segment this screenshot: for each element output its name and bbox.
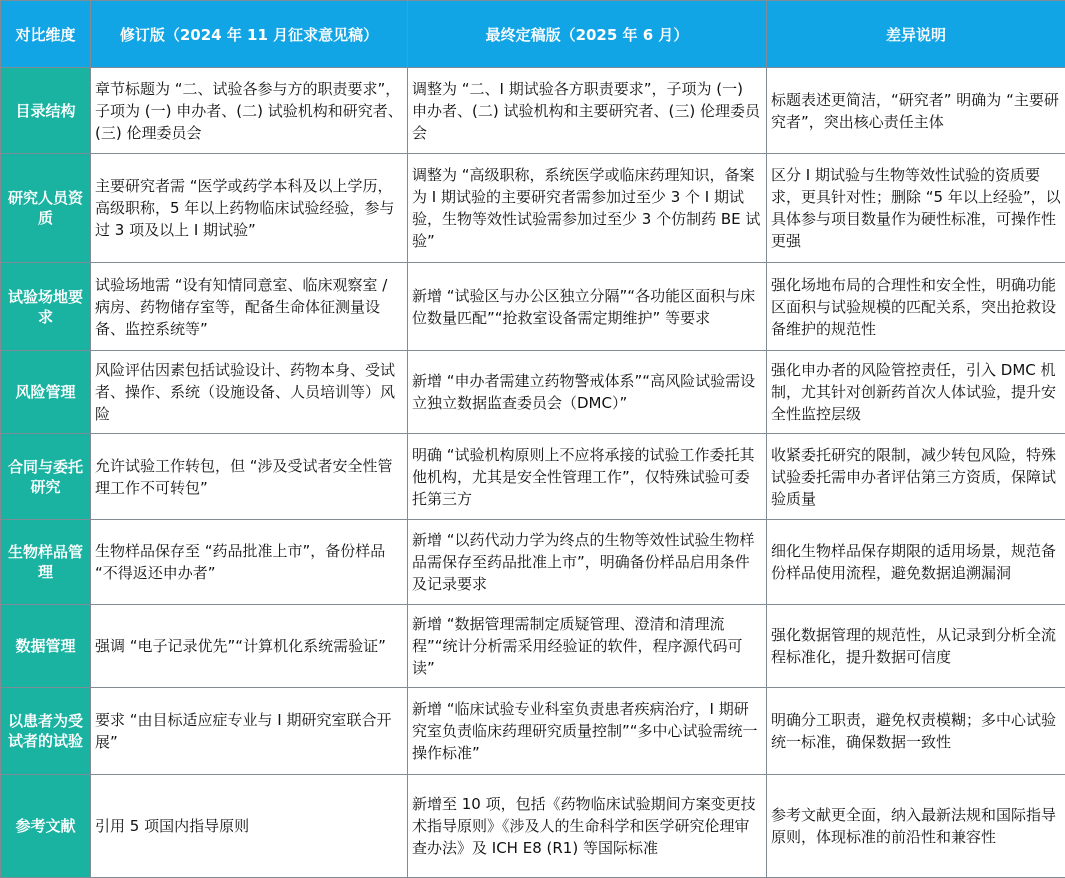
row-difference: 参考文献更全面，纳入最新法规和国际指导原则，体现标准的前沿性和兼容性: [767, 775, 1065, 878]
row-difference: 强化数据管理的规范性，从记录到分析全流程标准化，提升数据可信度: [767, 605, 1065, 688]
header-dimension: 对比维度: [1, 1, 91, 68]
row-dimension: 试验场地要求: [1, 263, 91, 351]
table-row: [1, 434, 1065, 520]
row-dimension: 风险管理: [1, 351, 91, 434]
row-final: 新增 “数据管理需制定质疑管理、澄清和清理流程”“统计分析需采用经验证的软件，程序源代码可读”: [408, 605, 767, 688]
row-revision: 引用 5 项国内指导原则: [91, 775, 408, 878]
table-row: [1, 68, 1065, 154]
row-final: 明确 “试验机构原则上不应将承接的试验工作委托其他机构，尤其是安全性管理工作”，仅特殊试验可委托第三方: [408, 434, 767, 520]
row-final: 新增至 10 项，包括《药物临床试验期间方案变更技术指导原则》《涉及人的生命科学和医学研究伦理审查办法》及 ICH E8 (R1) 等国际标准: [408, 775, 767, 878]
table-row: [1, 775, 1065, 878]
row-difference: 收紧委托研究的限制，减少转包风险，特殊试验委托需申办者评估第三方资质，保障试验质量: [767, 434, 1065, 520]
row-dimension: 合同与委托研究: [1, 434, 91, 520]
row-dimension: 参考文献: [1, 775, 91, 878]
table-row: [1, 605, 1065, 688]
row-final: 新增 “试验区与办公区独立分隔”“各功能区面积与床位数量匹配”“抢救室设备需定期维护” 等要求: [408, 263, 767, 351]
row-revision: 生物样品保存至 “药品批准上市”，备份样品 “不得返还申办者”: [91, 520, 408, 605]
row-difference: 标题表述更简洁，“研究者” 明确为 “主要研究者”，突出核心责任主体: [767, 68, 1065, 154]
row-difference: 细化生物样品保存期限的适用场景，规范备份样品使用流程，避免数据追溯漏洞: [767, 520, 1065, 605]
row-difference: 强化申办者的风险管控责任，引入 DMC 机制，尤其针对创新药首次人体试验，提升安全性监控层级: [767, 351, 1065, 434]
row-final: 新增 “临床试验专业科室负责患者疾病治疗，Ⅰ 期研究室负责临床药理研究质量控制”“多中心试验需统一操作标准”: [408, 688, 767, 775]
row-final: 新增 “申办者需建立药物警戒体系”“高风险试验需设立独立数据监查委员会（DMC）”: [408, 351, 767, 434]
header-row: [1, 1, 1065, 68]
row-difference: 强化场地布局的合理性和安全性，明确功能区面积与试验规模的匹配关系，突出抢救设备维护的规范性: [767, 263, 1065, 351]
row-dimension: 以患者为受试者的试验: [1, 688, 91, 775]
header-revision: 修订版（2024 年 11 月征求意见稿）: [91, 1, 408, 68]
header-final: 最终定稿版（2025 年 6 月）: [408, 1, 767, 68]
table-row: [1, 688, 1065, 775]
row-final: 新增 “以药代动力学为终点的生物等效性试验生物样品需保存至药品批准上市”，明确备份样品启用条件及记录要求: [408, 520, 767, 605]
row-revision: 要求 “由目标适应症专业与 Ⅰ 期研究室联合开展”: [91, 688, 408, 775]
table-row: [1, 351, 1065, 434]
row-revision: 允许试验工作转包，但 “涉及受试者安全性管理工作不可转包”: [91, 434, 408, 520]
header-difference: 差异说明: [767, 1, 1065, 68]
row-dimension: 数据管理: [1, 605, 91, 688]
row-revision: 强调 “电子记录优先”“计算机化系统需验证”: [91, 605, 408, 688]
row-dimension: 生物样品管理: [1, 520, 91, 605]
row-revision: 主要研究者需 “医学或药学本科及以上学历，高级职称，5 年以上药物临床试验经验，参与过 3 项及以上 Ⅰ 期试验”: [91, 154, 408, 263]
row-difference: 明确分工职责，避免权责模糊；多中心试验统一标准，确保数据一致性: [767, 688, 1065, 775]
table-row: [1, 154, 1065, 263]
row-dimension: 研究人员资质: [1, 154, 91, 263]
row-revision: 试验场地需 “设有知情同意室、临床观察室 / 病房、药物储存室等，配备生命体征测量设备、监控系统等”: [91, 263, 408, 351]
row-revision: 风险评估因素包括试验设计、药物本身、受试者、操作、系统（设施设备、人员培训等）风险: [91, 351, 408, 434]
row-final: 调整为 “二、I 期试验各方职责要求”，子项为 (一) 申办者、(二) 试验机构和主要研究者、(三) 伦理委员会: [408, 68, 767, 154]
row-final: 调整为 “高级职称，系统医学或临床药理知识，备案为 Ⅰ 期试验的主要研究者需参加过至少 3 个 Ⅰ 期试验，生物等效性试验需参加过至少 3 个仿制药 BE 试验”: [408, 154, 767, 263]
row-revision: 章节标题为 “二、试验各参与方的职责要求”，子项为 (一) 申办者、(二) 试验机构和研究者、(三) 伦理委员会: [91, 68, 408, 154]
row-difference: 区分 Ⅰ 期试验与生物等效性试验的资质要求，更具针对性；删除 “5 年以上经验”，以具体参与项目数量作为硬性标准，可操作性更强: [767, 154, 1065, 263]
table-row: [1, 263, 1065, 351]
table-row: [1, 520, 1065, 605]
row-dimension: 目录结构: [1, 68, 91, 154]
